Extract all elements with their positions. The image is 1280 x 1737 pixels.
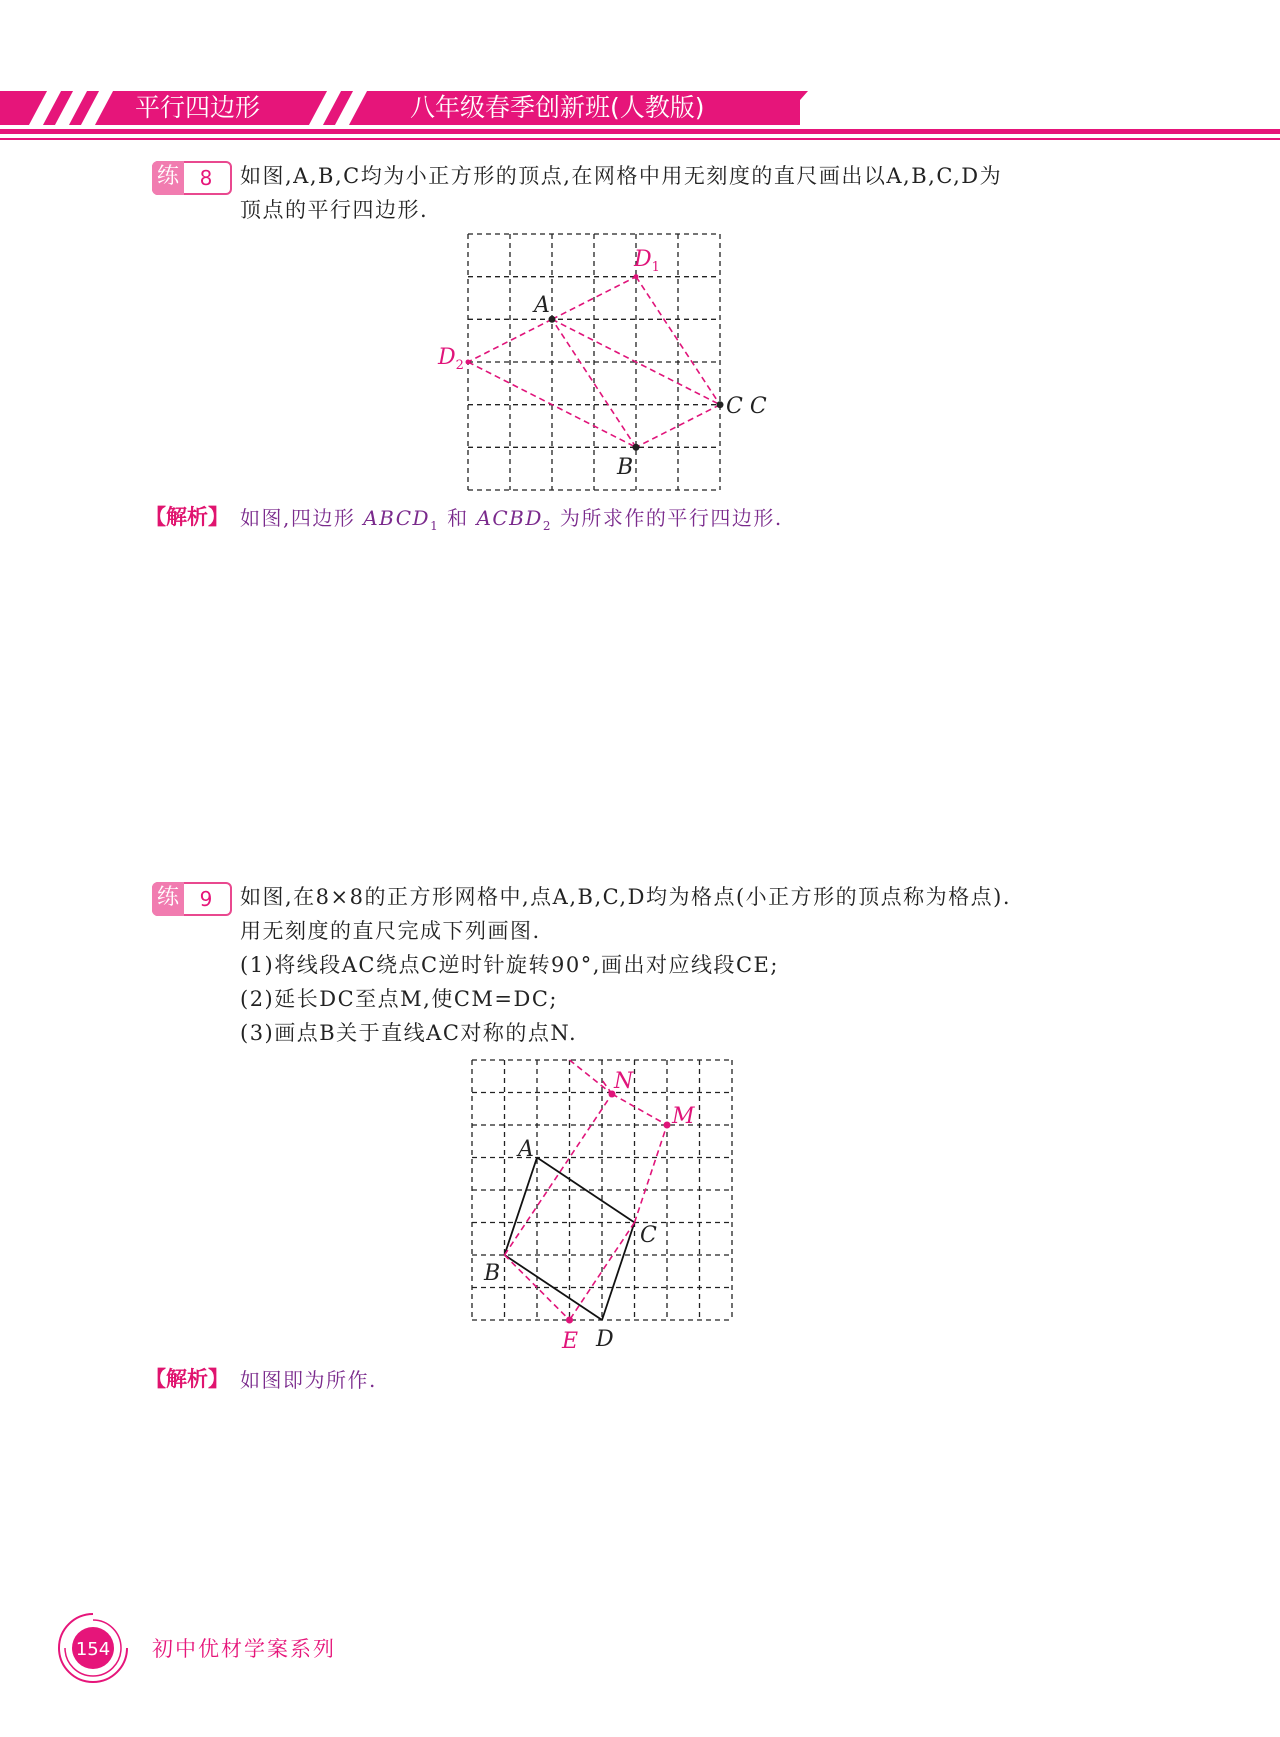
series-name: 初中优材学案系列 bbox=[152, 1637, 336, 1661]
solution-8-quad-1: ABCD bbox=[363, 506, 431, 530]
label-D1: $D_1$ bbox=[634, 247, 660, 275]
label-A: A bbox=[534, 293, 550, 318]
solution-label-8: 【解析】 bbox=[145, 505, 229, 529]
exercise-tag-number: 8 bbox=[199, 166, 213, 190]
label-A: A bbox=[518, 1137, 534, 1162]
header-section-title: 平行四边形 bbox=[135, 93, 261, 122]
label-C: C bbox=[640, 1223, 657, 1248]
label-N: N bbox=[614, 1069, 634, 1094]
exercise-8-line-1: 如图,A,B,C均为小正方形的顶点,在网格中用无刻度的直尺画出以A,B,C,D为 bbox=[240, 164, 1003, 188]
label-D: D bbox=[596, 1327, 614, 1352]
exercise-tag-char: 练 bbox=[152, 882, 184, 916]
header-rule-thin bbox=[0, 138, 1280, 140]
point-E bbox=[566, 1317, 573, 1324]
header-book-title: 八年级春季创新班(人教版) bbox=[410, 93, 705, 122]
label-E: E bbox=[562, 1329, 579, 1354]
header-rule bbox=[0, 129, 1280, 134]
page-number-badge bbox=[55, 1610, 131, 1686]
solution-8-quad-2-sub: 2 bbox=[542, 519, 553, 533]
exercise-9-line-4: (2)延长DC至点M,使CM=DC; bbox=[240, 987, 558, 1011]
solution-text-8 bbox=[240, 502, 783, 533]
exercise-9-line-2: 用无刻度的直尺完成下列画图. bbox=[240, 919, 541, 943]
exercise-tag-9 bbox=[152, 882, 232, 916]
solution-text-9: 如图即为所作. bbox=[240, 1368, 377, 1392]
solution-label-9: 【解析】 bbox=[145, 1367, 229, 1391]
page-number: 154 bbox=[75, 1639, 111, 1660]
solution-8-quad-1-sub: 1 bbox=[430, 519, 440, 533]
solution-8-part-a: 如图,四边形 bbox=[240, 506, 356, 530]
grid-9 bbox=[472, 1060, 732, 1320]
exercise-tag-8 bbox=[152, 161, 232, 195]
point-B bbox=[633, 444, 640, 451]
solution-8-part-c: 为所求作的平行四边形. bbox=[559, 506, 783, 530]
exercise-tag-char: 练 bbox=[152, 161, 184, 195]
exercise-9-line-3: (1)将线段AC绕点C逆时针旋转90°,画出对应线段CE; bbox=[240, 953, 779, 977]
point-D2 bbox=[466, 360, 471, 365]
grid-8 bbox=[468, 234, 720, 490]
label-D2: $D_2$ bbox=[438, 345, 464, 373]
point-M bbox=[664, 1122, 671, 1129]
point-C bbox=[717, 401, 724, 408]
exercise-tag-number: 9 bbox=[199, 887, 213, 911]
exercise-9-figure bbox=[460, 1050, 780, 1358]
exercise-8-figure bbox=[420, 224, 767, 504]
exercise-9-line-5: (3)画点B关于直线AC对称的点N. bbox=[240, 1021, 578, 1045]
label-B: B bbox=[617, 455, 634, 480]
solution-8-quad-2: ACBD bbox=[476, 506, 543, 530]
header-tip bbox=[778, 91, 808, 125]
solution-8-part-b: 和 bbox=[447, 506, 469, 530]
exercise-8-line-2: 顶点的平行四边形. bbox=[240, 198, 429, 222]
label-C: C C bbox=[726, 394, 767, 419]
label-B: B bbox=[484, 1261, 501, 1286]
exercise-9-line-1: 如图,在8×8的正方形网格中,点A,B,C,D均为格点(小正方形的顶点称为格点). bbox=[240, 885, 1012, 909]
label-M: M bbox=[672, 1104, 695, 1129]
point-D1 bbox=[634, 274, 639, 279]
